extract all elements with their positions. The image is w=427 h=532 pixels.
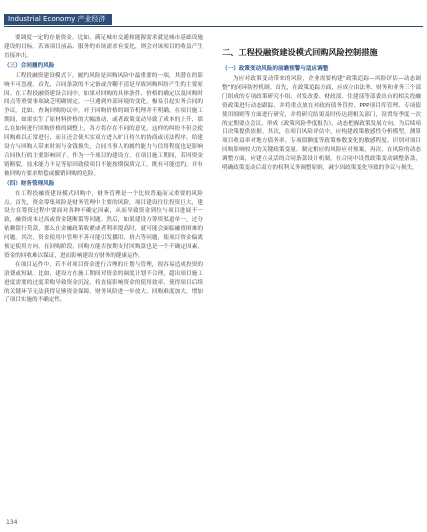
page-number: 134 [6,519,18,526]
subheading-financial-risk: （四）财务管理风险 [4,180,55,187]
paragraph: 要调度一定的存量资金。比如，满足城市交通和能源需求就是城市基础设施建设的目标。若该项目前品、服务的市场需求有变化，则会对该项目的收益产生直接冲击。 [4,35,203,59]
paragraph: 在工程投融资建设模式回购中，财务管理是一个比较普遍而又重要的风险点。首先，资金筹集风险是财务管理中主要的风险，项目建设往往投资巨大，建设方在筹资过程中要面对各种不确定因素，从而导致资金到位与项目进展不一致，融资成本过高或资金链断裂等问题。然后，如果建设方筹资渠道单一，过分依赖银行贷款，那么在金融政策收紧或者利率提高时，就可能会面临融资困难的问题。其次，资金使用中管理不善可能引发挪用、挤占等问题，使项目资金偏离预定使用方向。在回购阶段，回购方能否按期支付回购款也是一个不确定因素，资金的回收难以保证，进而影响建设方财务的健康运作。 [4,190,203,259]
section-title: 二、工程投融资建设模式回购风险控制措施 [222,47,378,57]
right-column [222,34,421,173]
left-column [4,34,203,305]
subheading-contract-risk: （三）合同履约风险 [4,62,55,69]
section-header: Industrial Economy 产业经济 [4,14,112,25]
paragraph: 工程投融资建设模式下，履约风险是回购风险中最重要的一项，其潜在的影响不可忽视。首先，合同条款的不完备或含糊不清是导致回购纠纷产生的主要原因。在工程投融资建设合同中，如果对回购的具体条件、价格的确定以及回购时间点等重要事项缺乏明确规定，一旦遇到外部环境的变化，极易引起实务合同的争议。比如，查询回购协议中，对于回购价格的调节机理并不明确，在项目施工期间，如果实生了原材料价格的大幅波动，或者政策变动导致了成本的上升，那么在如何进行回购价格的调整上，各方将存在不同的意见。这样的纠纷不但会使回购难以正常进行，而且还会使买实双方进入旷日持久的协商或司法程序，给建设方与回购人带来时间与金钱损失，合同当事人的履约能力与信用程度也是影响合同执行的主要影响因子。作为一个项目的建设方，在项目施工期间，若因资金链断裂，技术能力不足等原因致使项目不能按期保质完工，既有可能违约，并有被回购方要求赔偿或撤销回购的危险。 [4,72,203,177]
paragraph: 在项目运作中，若不对项目资金进行合理的计划与管理，很容易造成投资的浪费或短缺。比如，建设方在施工期间对资金的调度计划不合理，超出项目施工进度需要的过度采购导致资金沉淀，将直接影响资金的使用效率，使得项目后续的关键环节无法获得足够资金保障。财务风险进一步放大，回购难度加大，增加了项目实施的不确定性。 [4,261,203,304]
header-rule [4,26,423,27]
subheading-policy-risk: （一）政策变动风险的前瞻预警与适应调整 [222,66,329,72]
paragraph: 为应对政策变动带来的风险，企业需要构建“政策追踪—风险评估—动态调整”的闭环防控机制。首先，在政策追踪方面，应成立由法务、财务和业务三个部门组成的专项政策研究小组，对发改委、财政部、住建部等部委出台的相关投融资政策进行动态跟踪，并将重点放在对政府债务管控、PPP项目库管理、专项债使用细则等方面进行研究，并将研究结果及时传达到相关部门，设置每季度一次的定期要点会议，形成《政策风险季度报告》，动态把握政策发展方向，为后续项目决策提供依据。其次，在项目风险评估中，应构建政策敏感性分析模型，测算项目收益率对地方债务率、专项债额度等政策参数变化的敏感程度，识别对项目回购影响较大的关键政策变量，制定相应的风险应对预案。再次，在风险的动态调整方面，应建立灵活的合同条款设计机制，在合同中设置政策变动调整条款，明确政策变动后双方的权利义务调整原则，减少因政策变化导致的争议与损失。 [222,76,421,172]
